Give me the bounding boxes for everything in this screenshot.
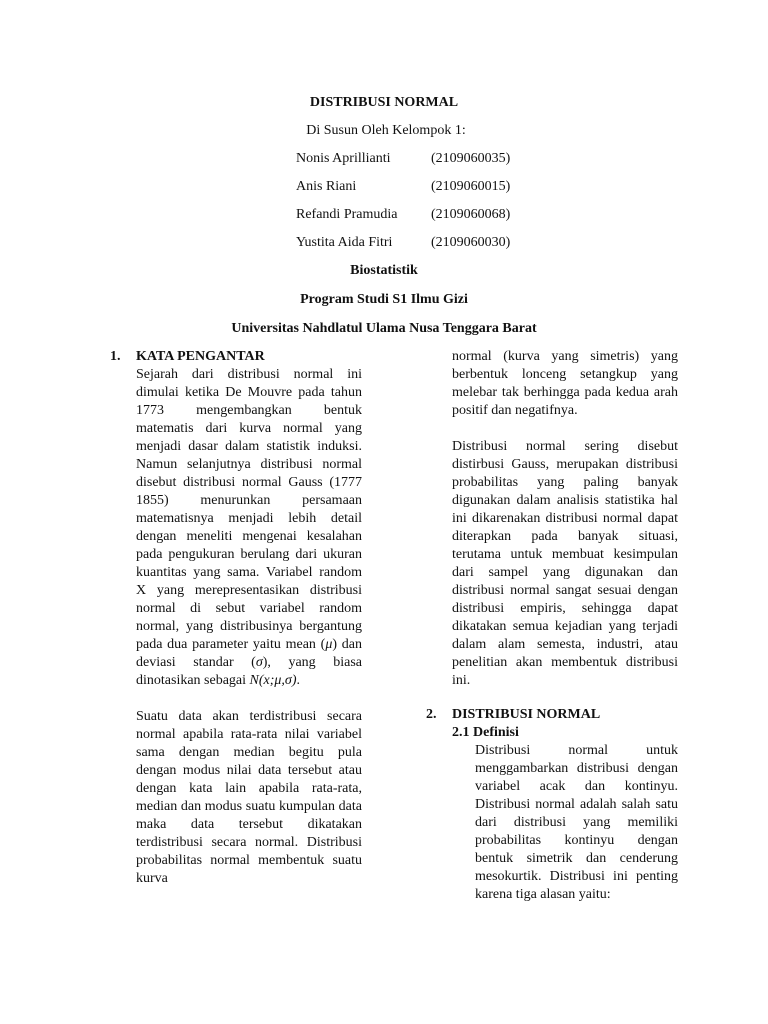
paragraph-text: Sejarah dari distribusi normal ini dimulai ketika De Mouvre pada tahun 1773 mengembangkan bentuk matematis dari kurva normal yang menjadi dasar dalam statistik induksi. Namun selanjutnya distribusi normal disebut distribusi normal Gauss (1777 1855) menurunkan persamaan matematisnya menjadi lebih detail dengan meneliti mengenai kesalahan pada pengukuran berulang dari ukuran kuantitas yang sama. Variabel random X yang merepresentasikan distribusi normal di sebut variabel random normal, yang distribusinya bergantung pada dua parameter yaitu mean ( [136, 367, 362, 652]
normal-notation: N(x;μ,σ) [249, 673, 297, 688]
section-number: 1. [110, 349, 121, 364]
paragraph: Suatu data akan terdistribusi secara normal apabila rata-rata nilai variabel sama dengan median begitu pula dengan modus nilai data tersebut atau dengan kata lain apabila rata-rata, median dan modus suatu kumpulan data maka data tersebut dikatakan terdistribusi secara normal. Distribusi probabilitas normal membentuk suatu kurva [136, 709, 362, 886]
sigma-symbol: σ [255, 655, 263, 670]
program-name: Program Studi S1 Ilmu Gizi [300, 292, 468, 307]
author-id: (2109060030) [431, 235, 511, 250]
definition-block [475, 742, 678, 904]
paragraph-text: ), yang biasa dinotasikan sebagai [136, 655, 362, 688]
document-subtitle: Di Susun Oleh Kelompok 1: [306, 123, 466, 138]
author-name: Nonis Aprillianti [296, 151, 391, 166]
author-name: Yustita Aida Fitri [296, 235, 393, 250]
paragraph: Distribusi normal sering disebut distirbusi Gauss, merupakan distribusi probabilitas yang paling banyak digunakan dalam analisis statistika hal ini dikarenakan distribusi normal dapat diterapkan pada banyak situasi, terutama untuk membuat kesimpulan dari sampel yang digunakan dan distribusi normal sangat sesuai dengan distribusi empiris, sehingga dapat dikatakan semua kejadian yang terjadi dalam alam semesta, industri, atau penelitian akan membentuk distribusi ini. [452, 439, 678, 688]
paragraph: Distribusi normal untuk menggambarkan distribusi dengan variabel acak dan kontinyu. Distribusi normal adalah salah satu dari distribusi yang memiliki probabilitas kontinyu dengan bentuk simetrik dan cenderung mesokurtik. Distribusi ini penting karena tiga alasan yaitu: [475, 743, 678, 902]
section-heading: KATA PENGANTAR [136, 349, 265, 364]
right-column [452, 348, 678, 690]
author-id: (2109060068) [431, 207, 511, 222]
author-id: (2109060015) [431, 179, 511, 194]
section-number: 2. [426, 707, 437, 722]
paragraph-text: ) dan deviasi standar ( [136, 637, 362, 670]
paragraph: normal (kurva yang simetris) yang berbentuk lonceng setangkup yang melebar tak berhingga pada kedua arah positif dan negatifnya. [452, 349, 678, 418]
author-name: Refandi Pramudia [296, 207, 398, 222]
course-name: Biostatistik [350, 263, 418, 278]
left-column [136, 366, 362, 888]
paragraph-text: . [296, 673, 301, 688]
section-heading: DISTRIBUSI NORMAL [452, 707, 601, 722]
paragraph [136, 366, 362, 690]
university-name: Universitas Nahdlatul Ulama Nusa Tenggara Barat [231, 321, 537, 336]
subsection-heading: 2.1 Definisi [452, 725, 519, 740]
author-name: Anis Riani [296, 179, 357, 194]
mu-symbol: μ [325, 637, 333, 652]
author-id: (2109060035) [431, 151, 511, 166]
document-title: DISTRIBUSI NORMAL [309, 95, 459, 110]
